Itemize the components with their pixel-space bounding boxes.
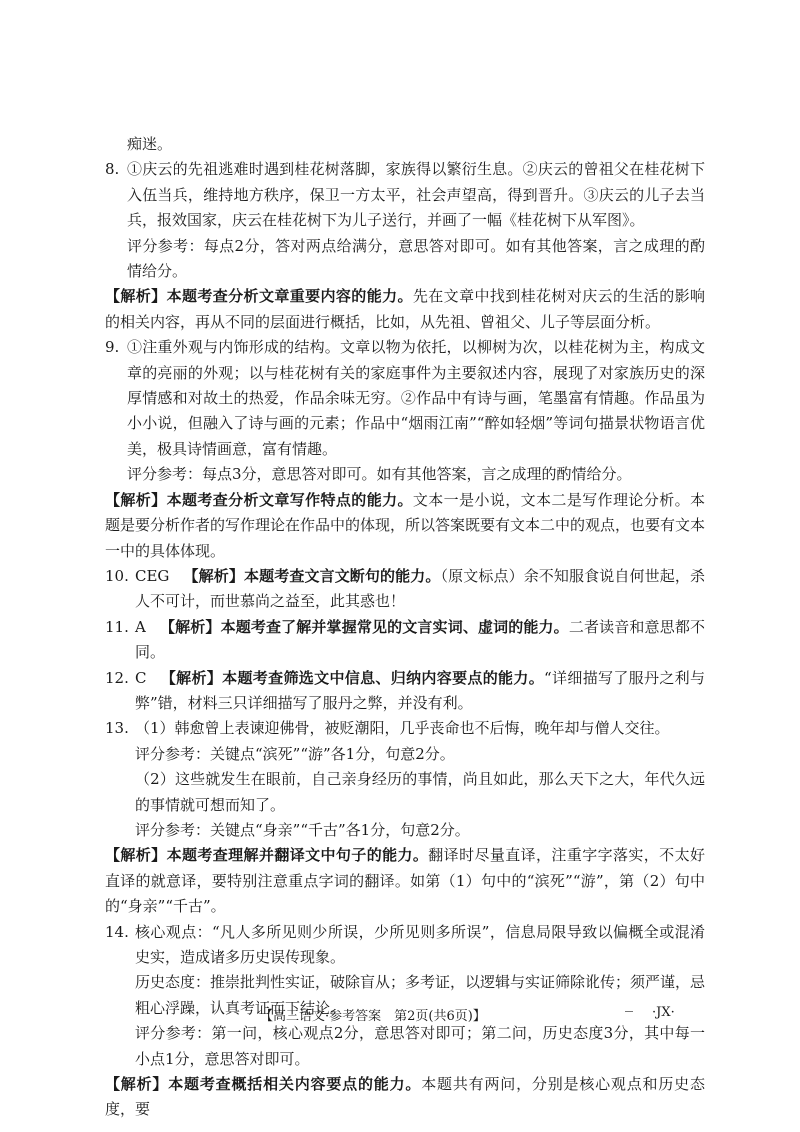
page-footer xyxy=(0,1003,800,1027)
scoring-note: 评分参考：第一问，核心观点2分，意思答对即可；第二问，历史态度3分，其中每一小点1分，意思答对即可。 xyxy=(135,1024,705,1068)
question-8 xyxy=(105,157,705,233)
answer-core-view: 核心观点：“凡人多所见则少所误，少所见则多所误”，信息局限导致以偏概全或混淆史实，造成诸多历史误传现象。 xyxy=(135,922,705,966)
scoring-note: 评分参考：每点2分，答对两点给满分，意思答对即可。如有其他答案，言之成理的酌情给分。 xyxy=(127,236,705,281)
question-14 xyxy=(105,920,705,971)
analysis-note xyxy=(105,843,705,919)
analysis-text: 二者读音和意思都不同。 xyxy=(135,617,705,662)
answer-choice: A xyxy=(135,617,146,636)
answer-choice: CEG xyxy=(135,566,170,585)
answer-content xyxy=(105,132,705,1123)
answer-part-2: （2）这些就发生在眼前，自己亲身经历的事情，尚且如此，那么天下之大，年代久远的事情就可想而知了。 xyxy=(135,770,705,814)
continued-text xyxy=(105,132,705,157)
footer-dash-mark xyxy=(625,1011,633,1012)
analysis-text: 本题共有两问，分别是核心观点和历史态度，要 xyxy=(105,1075,705,1119)
answer-and-analysis xyxy=(135,615,705,666)
answer-and-analysis xyxy=(135,564,705,615)
footer-region-code: ·JX· xyxy=(652,1005,675,1020)
question-10 xyxy=(105,564,705,615)
question-number: 13. xyxy=(105,719,129,738)
question-13 xyxy=(105,716,705,741)
question-number: 11. xyxy=(105,617,129,636)
question-number: 10. xyxy=(105,566,129,585)
answer-attitude: 历史态度：推崇批判性实证，破除盲从；多考证，以逻辑与实证筛除讹传；须严谨，忌粗心浮躁，认真考证而下结论。 xyxy=(135,973,706,1017)
scoring-note: 评分参考：每点3分，意思答对即可。如有其他答案，言之成理的酌情给分。 xyxy=(127,465,632,484)
question-number: 9. xyxy=(105,338,120,357)
analysis-focus: 本题考查筛选文中信息、归纳内容要点的能力。 xyxy=(222,668,545,687)
analysis-focus: 本题考查理解并翻译文中句子的能力。 xyxy=(166,846,429,865)
analysis-label: 【解析】 xyxy=(105,1075,169,1094)
question-number: 14. xyxy=(105,922,129,941)
answer-choice: C xyxy=(135,668,147,687)
analysis-note xyxy=(105,284,705,335)
analysis-text: “详细描写了服丹之利与弊”错，材料三只详细描写了服丹之弊，并没有利。 xyxy=(135,668,705,712)
analysis-note xyxy=(105,488,705,564)
answer-and-analysis xyxy=(135,666,705,717)
analysis-note xyxy=(105,1072,705,1123)
analysis-label: 【解析】 xyxy=(183,566,244,585)
question-number: 12. xyxy=(105,668,129,687)
analysis-label: 【解析】 xyxy=(105,287,167,306)
scoring-note: 评分参考：关键点“身亲”“千古”各1分，句意2分。 xyxy=(135,820,470,839)
question-12 xyxy=(105,666,705,717)
analysis-text: （原文标点）余不知服食说自何世起，杀人不可计，而世慕尚之益至，此其惑也！ xyxy=(135,566,705,611)
answer-text: （1）韩愈曾上表谏迎佛骨，被贬潮阳，几乎丧命也不后悔，晚年却与僧人交往。 xyxy=(135,719,670,738)
analysis-label: 【解析】 xyxy=(105,846,167,865)
question-number: 8. xyxy=(105,160,120,179)
analysis-focus: 本题考查了解并掌握常见的文言实词、虚词的能力。 xyxy=(220,617,569,636)
question-9 xyxy=(105,335,705,462)
analysis-focus: 本题考查分析文章重要内容的能力。 xyxy=(166,287,413,306)
analysis-label: 【解析】 xyxy=(159,617,221,636)
analysis-text: 先在文章中找到桂花树对庆云的生活的影响的相关内容，再从不同的层面进行概括，比如，从先祖、曾祖父、儿子等层面分析。 xyxy=(105,287,705,331)
scoring-note: 评分参考：关键点“滨死”“游”各1分，句意2分。 xyxy=(135,744,455,763)
footer-page-info: 【高三语文·参考答案 第2页(共6页)】 xyxy=(260,1009,486,1024)
question-11 xyxy=(105,615,705,666)
answer-text: ①注重外观与内饰形成的结构。文章以物为依托，以柳树为次，以桂花树为主，构成文章的亮丽的外观；以与桂花树有关的家庭事件为主要叙述内容，展现了对家族历史的深厚情感和对故土的热爱，作品余味无穷。②作品中有诗与画，笔墨富有情趣。作品虽为小小说，但融入了诗与画的元素；作品中“烟雨江南”“醉如轻烟”等词句描景状物语言优美，极具诗情画意，富有情趣。 xyxy=(127,338,705,458)
analysis-focus: 本题考查分析文章写作特点的能力。 xyxy=(166,490,413,509)
analysis-label: 【解析】 xyxy=(105,490,167,509)
intro-line: 痴迷。 xyxy=(127,135,173,153)
analysis-focus: 本题考查概括相关内容要点的能力。 xyxy=(168,1075,422,1094)
analysis-label: 【解析】 xyxy=(160,668,223,687)
analysis-text: 文本一是小说，文本二是写作理论分析。本题是要分析作者的写作理论在作品中的体现，所以答案既要有文本二中的观点，也要有文本一中的具体体现。 xyxy=(105,490,706,560)
answer-text: ①庆云的先祖逃难时遇到桂花树落脚，家族得以繁衍生息。②庆云的曾祖父在桂花树下入伍当兵，维持地方秩序，保卫一方太平，社会声望高，得到晋升。③庆云的儿子去当兵，报效国家，庆云在桂花树下为儿子送行，并画了一幅《桂花树下从军图》。 xyxy=(127,160,705,230)
analysis-text: 翻译时尽量直译，注重字字落实，不太好直译的就意译，要特别注意重点字词的翻译。如第（1）句中的“滨死”“游”，第（2）句中的“身亲”“千古”。 xyxy=(105,846,705,916)
analysis-focus: 本题考查文言文断句的能力。 xyxy=(244,566,441,585)
